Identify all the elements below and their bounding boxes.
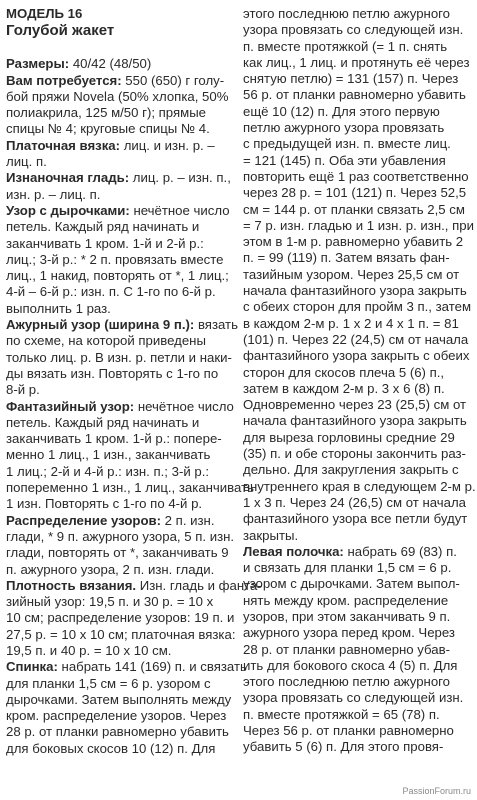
section-heading: Распределение узоров: <box>6 512 162 528</box>
text-line <box>6 447 231 463</box>
text-line <box>6 89 231 105</box>
text-line <box>6 528 235 545</box>
text-line <box>243 87 472 103</box>
line-text: 1 х 3 п. Через 24 (26,5) см от начала <box>243 494 467 510</box>
line-text: заканчивать 1 кром. 1-й р.: попере- <box>6 431 222 447</box>
text-line <box>6 187 231 203</box>
text-line <box>6 708 231 724</box>
line-text: 4-й – 6-й р.: изн. п. С 1-го по 6-й р. <box>6 284 216 300</box>
line-text: 40/42 (48/50) <box>69 56 152 72</box>
line-text: фантазийного узора закрыть с обеих <box>243 348 470 364</box>
line-text: 27,5 р. = 10 х 10 см; платочная вязка: <box>6 626 236 642</box>
line-text: (35) п. и обе стороны закончить раз- <box>243 446 466 462</box>
text-line <box>243 202 472 218</box>
text-line <box>243 707 472 723</box>
text-line <box>243 22 472 38</box>
section-heading: Размеры: <box>6 56 70 72</box>
text-line <box>6 577 262 594</box>
text-line <box>6 317 238 333</box>
text-line <box>6 626 236 643</box>
line-text: внутреннего края в следующем 2-м р. <box>243 478 476 494</box>
line-text: нять между кром. распределение <box>243 592 449 608</box>
text-line <box>6 350 231 366</box>
section-heading: Спинка: <box>6 659 58 675</box>
line-text: петель. Каждый ряд начинать и <box>6 219 200 235</box>
line-text: затем в каждом 2-м р. 3 х 6 (8) п. <box>243 380 445 396</box>
line-text: 28 р. от планки равномерно убав- <box>243 641 451 657</box>
line-text: начала фантазийного узора закрыть <box>243 413 467 429</box>
line-text: для боковых скосов 10 (12) п. Для <box>6 740 216 756</box>
line-text: нечётное число <box>129 202 230 218</box>
line-text: см = 144 р. от планки связать 2,5 см <box>243 201 465 217</box>
text-line <box>243 365 472 381</box>
text-line <box>6 138 231 154</box>
text-line <box>6 73 231 89</box>
text-line <box>243 299 472 315</box>
text-line <box>243 218 472 234</box>
text-line <box>243 316 472 332</box>
text-line <box>243 153 472 169</box>
text-line <box>6 741 231 757</box>
text-line <box>243 560 472 576</box>
line-text: убавить 5 (6) п. Для этого провя- <box>243 739 444 755</box>
line-text: Изн. гладь и фанта- <box>136 577 262 593</box>
line-text: дельно. Для закругления закрыть с <box>243 462 459 478</box>
line-text: спицы № 4; круговые спицы № 4. <box>6 121 210 137</box>
text-line <box>6 268 231 284</box>
line-text: 550 (650) г голу- <box>121 72 225 88</box>
line-text: заканчивать 1 кром. 1-й и 2-й р.: <box>6 235 204 251</box>
text-line <box>243 528 472 544</box>
text-line <box>6 252 231 268</box>
line-text: сторон для скосов плеча 5 (6) п., <box>243 364 445 380</box>
line-text: = 121 (145) п. Оба эти убавления <box>243 152 446 168</box>
text-line <box>6 545 231 561</box>
line-text: Одновременно через 23 (25,5) см от <box>243 397 467 413</box>
line-text: начала фантазийного узора закрыть <box>243 283 467 299</box>
line-text: 1 лиц.; 2-й и 4-й р.: изн. п.; 3-й р.: <box>6 463 210 479</box>
text-line <box>6 610 235 626</box>
line-text: нечётное число <box>134 398 234 414</box>
line-text: тазийным узором. Через 25,5 см от <box>243 266 460 282</box>
text-line <box>243 6 472 22</box>
left-text-lines <box>6 56 262 757</box>
section-heading: Фантазийный узор: <box>6 398 135 414</box>
text-line <box>6 284 231 300</box>
text-line <box>6 724 231 740</box>
text-line <box>243 495 472 511</box>
text-line <box>6 676 231 692</box>
line-text: п. вместе протяжкой (= 1 п. снять <box>243 38 448 54</box>
line-text: для выреза горловины средние 29 <box>243 429 455 445</box>
text-line <box>243 169 472 185</box>
line-text: глади, повторять от *, заканчивать 9 <box>6 545 229 561</box>
text-line <box>243 267 472 283</box>
text-line <box>243 250 472 266</box>
line-text: лиц., 1 накид, повторять от *, 1 лиц.; <box>6 268 229 284</box>
text-line <box>243 609 472 625</box>
text-line <box>6 203 231 219</box>
text-line <box>243 576 472 592</box>
line-text: 1 изн. Повторять с 1-го по 4-й р. <box>6 496 203 512</box>
text-line <box>6 56 231 72</box>
text-line <box>6 382 231 398</box>
line-text: набрать 141 (169) п. и связать <box>57 659 247 675</box>
line-text: узоров, при этом заканчивать 9 п. <box>243 608 451 624</box>
text-line <box>243 283 472 299</box>
model-number: МОДЕЛЬ 16 <box>6 6 83 21</box>
text-line <box>243 658 472 674</box>
text-line <box>243 381 472 397</box>
section-heading: Плотность вязания. <box>6 577 137 593</box>
line-text: попеременно 1 изн., 1 лиц., заканчивать <box>6 480 254 496</box>
line-text: лиц. р. – изн. п., <box>129 170 231 186</box>
line-text: п. ажурного узора, 2 п. изн. глади. <box>6 561 215 577</box>
section-heading: Ажурный узор (ширина 9 п.): <box>6 317 195 333</box>
left-column <box>6 6 262 757</box>
line-text: 28 р. от планки равномерно убавить <box>6 724 229 740</box>
line-text: и связать для планки 1,5 см = 6 р. <box>243 560 452 576</box>
text-line <box>243 593 472 609</box>
text-line <box>243 39 472 55</box>
text-line <box>6 219 231 235</box>
text-line <box>243 642 472 658</box>
line-text: с предыдущей изн. п. вместе лиц. <box>243 136 451 152</box>
line-text: кром. распределение узоров. Через <box>6 708 227 724</box>
line-text: бой пряжи Novela (50% хлопка, 50% <box>6 88 229 104</box>
right-column <box>243 6 476 756</box>
text-line <box>6 692 231 708</box>
line-text: (101) п. Через 22 (24,5) см от начала <box>243 331 469 347</box>
section-heading: Вам потребуется: <box>6 72 122 88</box>
text-line <box>243 674 472 690</box>
text-line <box>6 643 231 659</box>
text-line <box>243 739 472 755</box>
text-line <box>6 415 231 431</box>
line-text: вязать <box>194 317 238 333</box>
line-text: 2 п. изн. <box>161 512 215 528</box>
text-line <box>6 496 231 512</box>
line-text: дырочками. Затем выполнять между <box>6 691 232 707</box>
text-line <box>6 431 231 447</box>
line-text: набрать 69 (83) п. <box>343 543 457 559</box>
section-heading: Изнаночная гладь: <box>6 170 130 186</box>
line-text: как лиц., 1 лиц. и протянуть её через <box>243 54 470 70</box>
line-text: полиакрила, 125 м/50 г); прямые <box>6 105 207 121</box>
text-line <box>6 301 231 317</box>
text-line <box>6 480 254 496</box>
text-line <box>6 105 231 121</box>
line-text: только лиц. р. В изн. р. петли и наки- <box>6 349 232 365</box>
line-text: этом в 1-м р. равномерно убавить 2 <box>243 234 464 250</box>
text-line <box>243 136 472 152</box>
text-line <box>243 413 472 429</box>
line-text: в каждом 2-м р. 1 х 2 и 4 х 1 п. = 81 <box>243 315 459 331</box>
text-line <box>6 236 231 252</box>
line-text: фантазийного узора все петли будут <box>243 511 468 527</box>
line-text: 10 см; распределение узоров: 19 п. и <box>6 610 235 626</box>
line-text: лиц. п. <box>6 154 47 170</box>
line-text: ить для бокового скоса 4 (5) п. Для <box>243 657 458 673</box>
line-text: глади, * 9 п. ажурного узора, 5 п. изн. <box>6 528 235 544</box>
text-line <box>243 690 472 706</box>
line-text: этого последнюю петлю ажурного <box>243 674 451 690</box>
line-text: этого последнюю петлю ажурного <box>243 6 451 21</box>
line-text: с обеих сторон для пройм 3 п., затем <box>243 299 472 315</box>
text-line <box>6 398 234 415</box>
line-text: узора провязать со следующей изн. <box>243 690 464 706</box>
text-line <box>243 478 476 495</box>
section-heading: Левая полочка: <box>243 543 344 559</box>
text-line <box>243 332 472 348</box>
line-text: ещё 10 (12) п. Для этого первую <box>243 103 440 119</box>
line-text: ды вязать изн. Повторять с 1-го по <box>6 365 219 381</box>
line-text: снятую петлю) = 131 (157) п. Через <box>243 71 459 87</box>
text-line <box>6 659 247 675</box>
line-text: петлю ажурного узора провязать <box>243 120 445 136</box>
text-line <box>6 594 231 610</box>
line-text: петель. Каждый ряд начинать и <box>6 414 200 430</box>
text-line <box>6 170 231 186</box>
line-text: повторить ещё 1 раз соответственно <box>243 168 469 184</box>
text-line <box>6 513 231 529</box>
line-text: для планки 1,5 см = 6 р. узором с <box>6 675 211 691</box>
text-line <box>243 511 472 527</box>
line-text: выполнить 1 раз. <box>6 300 111 316</box>
line-text: узором с дырочками. Затем выпол- <box>243 576 460 592</box>
text-line <box>6 154 231 170</box>
line-text: п. вместе протяжкой = 65 (78) п. <box>243 706 440 722</box>
text-line <box>243 462 472 478</box>
text-line <box>6 366 231 382</box>
watermark: PassionForum.ru <box>402 786 471 796</box>
right-text-lines <box>243 6 476 756</box>
spacer <box>6 40 231 56</box>
text-line <box>6 562 231 578</box>
line-text: зийный узор: 19,5 п. и 30 р. = 10 х <box>6 594 214 610</box>
line-text: = 7 р. изн. гладью и 1 изн. р. изн., при <box>243 217 474 233</box>
line-text: п. = 99 (119) п. Затем вязать фан- <box>243 250 450 266</box>
text-line <box>243 104 472 120</box>
text-line <box>6 464 231 480</box>
line-text: через 28 р. = 101 (121) п. Через 52,5 <box>243 185 467 201</box>
line-text: лиц. и изн. р. – <box>120 137 215 153</box>
text-line <box>243 625 472 641</box>
line-text: 8-й р. <box>6 382 40 398</box>
line-text: Через 56 р. от планки равномерно <box>243 723 454 739</box>
text-line <box>243 120 472 136</box>
text-line <box>243 544 472 560</box>
line-text: менно 1 лиц., 1 изн., заканчивать <box>6 447 211 463</box>
text-line <box>243 234 472 250</box>
line-text: 19,5 п. и 40 р. = 10 х 10 см. <box>6 642 172 658</box>
line-text: закрыты. <box>243 527 299 543</box>
line-text: изн. р. – лиц. п. <box>6 186 101 202</box>
pattern-title: Голубой жакет <box>6 22 115 40</box>
line-text: лиц.; 3-й р.: * 2 п. провязать вместе <box>6 251 224 267</box>
text-line <box>243 723 472 739</box>
line-text: ажурного узора перед кром. Через <box>243 625 455 641</box>
text-line <box>243 397 472 413</box>
text-line <box>243 71 472 87</box>
line-text: узора провязать со следующей изн. <box>243 22 464 38</box>
section-heading: Узор с дырочками: <box>6 202 130 218</box>
text-line <box>243 430 472 446</box>
text-line <box>243 348 472 364</box>
text-line <box>6 333 231 349</box>
text-line <box>243 55 472 71</box>
section-heading: Платочная вязка: <box>6 137 121 153</box>
text-line <box>243 185 472 201</box>
line-text: по схеме, на которой приведены <box>6 333 206 349</box>
line-text: 56 р. от планки равномерно убавить <box>243 87 466 103</box>
text-line <box>6 121 231 137</box>
text-line <box>243 446 472 462</box>
